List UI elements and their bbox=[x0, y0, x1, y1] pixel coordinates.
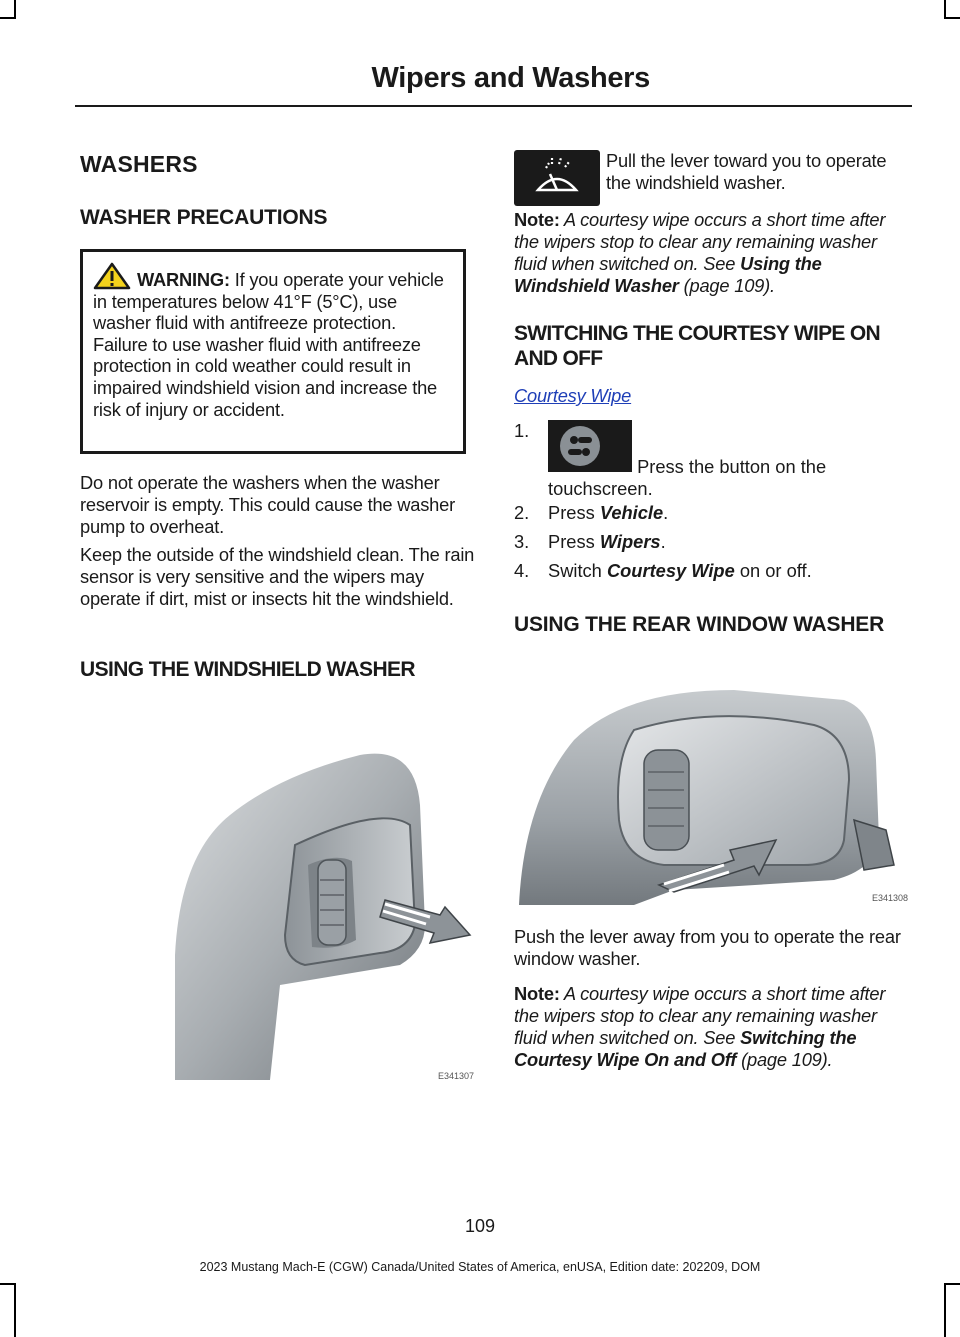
note-text: A courtesy wipe occurs a short time after the wipers stop to clear any remaining washer fluid when switched on. See bbox=[514, 209, 886, 274]
step-text-end: . bbox=[660, 531, 666, 552]
crop-mark bbox=[14, 1283, 16, 1337]
warning-box bbox=[80, 249, 466, 454]
step-emphasis: Courtesy Wipe bbox=[606, 560, 735, 581]
courtesy-wipe-link[interactable]: Courtesy Wipe bbox=[514, 385, 632, 406]
list-item bbox=[514, 502, 909, 531]
warning-label: WARNING: bbox=[137, 269, 230, 290]
windshield-washer-lever-illustration bbox=[80, 685, 476, 1085]
document-footer: 2023 Mustang Mach-E (CGW) Canada/United States of America, enUSA, Edition date: 202209, DOM bbox=[199, 1260, 761, 1274]
list-item bbox=[514, 531, 909, 560]
step-number: 1. bbox=[514, 420, 530, 441]
note-label: Note: bbox=[514, 209, 560, 230]
list-item bbox=[514, 420, 909, 502]
page-number: 109 bbox=[464, 1216, 496, 1236]
paragraph-rain-sensor: Keep the outside of the windshield clean. The rain sensor is very sensitive and the wipers may operate if dirt, mist or insects hit the windshield. bbox=[80, 544, 475, 609]
warning-icon bbox=[93, 262, 131, 288]
rear-washer-text: Push the lever away from you to operate the rear window washer. bbox=[514, 926, 901, 969]
note-text: A courtesy wipe occurs a short time after the wipers stop to clear any remaining washer fluid when switched on. See bbox=[514, 983, 886, 1048]
crop-mark bbox=[944, 1283, 960, 1285]
step-text: Press bbox=[548, 531, 600, 552]
step-number: 2. bbox=[514, 502, 530, 523]
note-page-ref: (page 109). bbox=[678, 275, 775, 296]
crop-mark bbox=[944, 17, 960, 19]
crop-mark bbox=[0, 1283, 16, 1285]
list-item bbox=[514, 560, 909, 589]
heading-washers: WASHERS bbox=[80, 151, 198, 177]
step-text: Switch bbox=[548, 560, 607, 581]
crop-mark bbox=[944, 0, 946, 18]
step-emphasis: Wipers bbox=[599, 531, 661, 552]
heading-rear-window-washer: USING THE REAR WINDOW WASHER bbox=[514, 613, 885, 636]
illustration-code: E341308 bbox=[871, 893, 908, 903]
page-title: Wipers and Washers bbox=[371, 62, 650, 94]
crop-mark bbox=[0, 17, 16, 19]
heading-washer-precautions: WASHER PRECAUTIONS bbox=[80, 206, 328, 229]
note-rear-courtesy-wipe bbox=[514, 983, 910, 1071]
note-reference-link[interactable]: Switching the Courtesy Wipe On and Off bbox=[514, 1027, 857, 1070]
illustration-code: E341307 bbox=[437, 1071, 474, 1081]
heading-using-windshield-washer: USING THE WINDSHIELD WASHER bbox=[80, 658, 415, 681]
crop-mark bbox=[14, 0, 16, 18]
title-divider bbox=[75, 105, 912, 107]
note-label: Note: bbox=[514, 983, 560, 1004]
step-text-end: on or off. bbox=[734, 560, 812, 581]
step-text-end: . bbox=[663, 502, 669, 523]
warning-paragraph bbox=[93, 262, 455, 420]
note-reference-link[interactable]: Using the Windshield Washer bbox=[514, 253, 822, 296]
warning-text: If you operate your vehicle in temperatures below 41°F (5°C), use washer fluid with antifreeze protection. Failure to use washer fluid with antifreeze protection in cold weather could result in impaired windshield vision and increase the risk of injury or accident. bbox=[93, 269, 444, 420]
rear-washer-lever-illustration bbox=[514, 680, 910, 905]
crop-mark bbox=[944, 1283, 946, 1337]
step-text: Press bbox=[548, 502, 600, 523]
step-number: 4. bbox=[514, 560, 530, 581]
heading-courtesy-wipe: SWITCHING THE COURTESY WIPE ON AND OFF bbox=[514, 322, 880, 370]
washer-icon bbox=[514, 150, 600, 206]
paragraph-empty-reservoir: Do not operate the washers when the washer reservoir is empty. This could cause the washer pump to overheat. bbox=[80, 472, 456, 537]
step-text: Press the button on the touchscreen. bbox=[548, 456, 827, 499]
note-courtesy-wipe bbox=[514, 209, 910, 297]
step-number: 3. bbox=[514, 531, 530, 552]
courtesy-steps-list bbox=[514, 420, 909, 589]
step-emphasis: Vehicle bbox=[599, 502, 664, 523]
note-page-ref: (page 109). bbox=[736, 1049, 833, 1070]
pull-lever-text: Pull the lever toward you to operate the windshield washer. bbox=[606, 150, 887, 193]
